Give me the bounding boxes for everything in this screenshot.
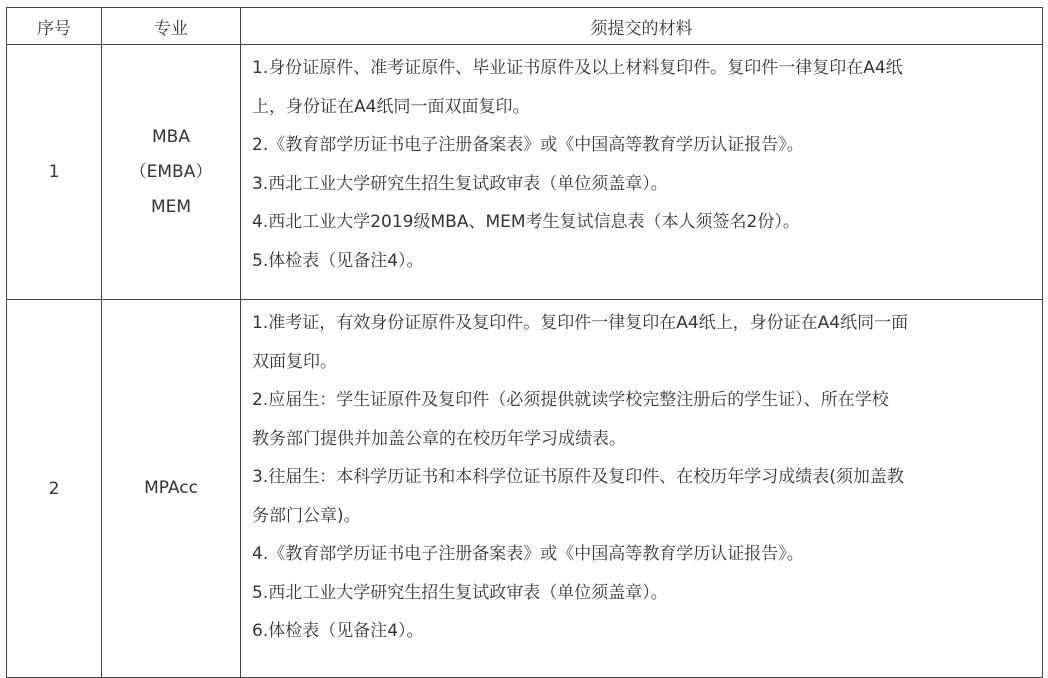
table-row [7, 45, 1043, 300]
table-header-row [7, 8, 1043, 45]
material-line: 4.西北工业大学2019级MBA、MEM考生复试信息表（本人须签名2份）。 [252, 212, 800, 232]
material-line: 1.准考证，有效身份证原件及复印件。复印件一律复印在A4纸上，身份证在A4纸同一面 [252, 313, 909, 333]
material-line: 6.体检表（见备注4）。 [252, 621, 424, 641]
major-line: MBA [152, 126, 190, 147]
material-line: 2.《教育部学历证书电子注册备案表》或《中国高等教育学历认证报告》。 [252, 135, 804, 155]
row-materials-cell [241, 300, 1043, 678]
material-line: 5.西北工业大学研究生招生复试政审表（单位须盖章）。 [252, 582, 668, 603]
materials-document [6, 7, 1042, 657]
material-line: 3.往届生：本科学历证书和本科学位证书原件及复印件、在校历年学习成绩表(须加盖教 [252, 467, 904, 487]
major-line: MPAcc [144, 478, 198, 498]
material-line: 5.体检表（见备注4）。 [252, 250, 424, 271]
row-index-cell: 1 [7, 45, 102, 300]
material-line: 3.西北工业大学研究生招生复试政审表（单位须盖章）。 [252, 173, 668, 194]
header-major: 专业 [102, 8, 241, 45]
material-line: 教务部门提供并加盖公章的在校历年学习成绩表。 [252, 428, 626, 449]
material-line: 双面复印。 [252, 351, 337, 372]
material-line: 务部门公章)。 [252, 505, 361, 526]
row-major-cell [102, 300, 241, 678]
row-materials-cell [241, 45, 1043, 300]
table-row [7, 300, 1043, 678]
major-line: （EMBA） [129, 161, 213, 182]
major-line: MEM [150, 196, 192, 217]
row-index-cell: 2 [7, 300, 102, 678]
material-line: 4.《教育部学历证书电子注册备案表》或《中国高等教育学历认证报告》。 [252, 544, 804, 564]
header-index: 序号 [7, 8, 102, 45]
material-line: 2.应届生：学生证原件及复印件（必须提供就读学校完整注册后的学生证）、所在学校 [252, 390, 889, 410]
header-materials: 须提交的材料 [241, 8, 1043, 45]
row-major-cell [102, 45, 241, 300]
material-line: 1.身份证原件、准考证原件、毕业证书原件及以上材料复印件。复印件一律复印在A4纸 [252, 58, 903, 78]
material-line: 上，身份证在A4纸同一面双面复印。 [252, 96, 530, 117]
materials-table [6, 7, 1043, 678]
